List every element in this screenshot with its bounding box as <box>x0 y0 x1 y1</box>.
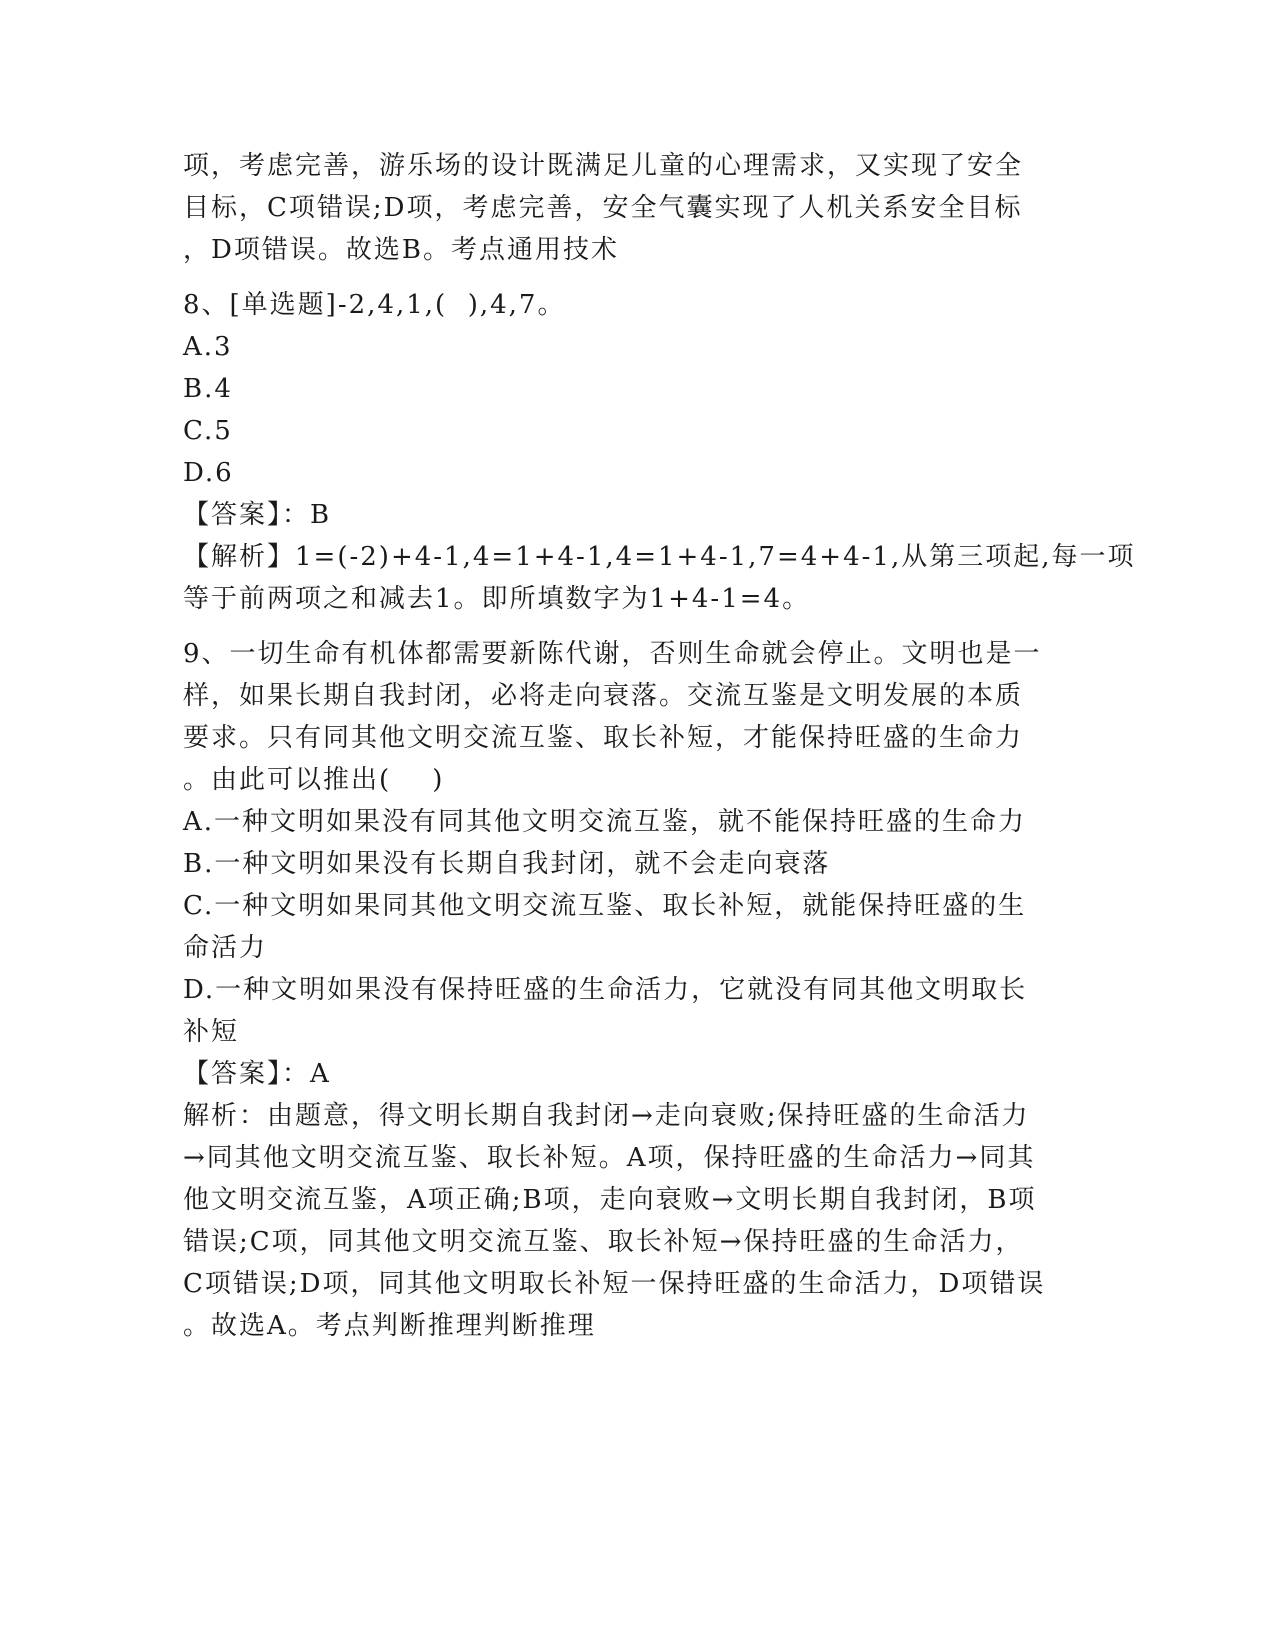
analysis-line: 【解析】1=(-2)+4-1,4=1+4-1,4=1+4-1,7=4+4-1,从第三项起,每一项 <box>183 542 1136 572</box>
option-b: B.4 <box>183 374 233 404</box>
question-stem-line: 9、一切生命有机体都需要新陈代谢，否则生命就会停止。文明也是一 <box>183 639 1042 669</box>
question-stem: 8、[单选题]-2,4,1,( ),4,7。 <box>183 290 566 320</box>
option-d: D.6 <box>183 458 234 488</box>
previous-analysis-continuation <box>183 145 1083 271</box>
text-line: ，D项错误。故选B。考点通用技术 <box>183 235 619 265</box>
option-c: C.一种文明如果同其他文明交流互鉴、取长补短，就能保持旺盛的生 <box>183 891 1027 921</box>
option-c: C.5 <box>183 416 233 446</box>
analysis-line: C项错误;D项，同其他文明取长补短一保持旺盛的生命活力，D项错误 <box>183 1269 1046 1299</box>
option-d: D.一种文明如果没有保持旺盛的生命活力，它就没有同其他文明取长 <box>183 975 1028 1005</box>
text-line: 目标，C项错误;D项，考虑完善，安全气囊实现了人机关系安全目标 <box>183 193 1023 223</box>
option-a: A.3 <box>183 332 233 362</box>
option-d-continued: 补短 <box>183 1017 240 1047</box>
text-line: 项，考虑完善，游乐场的设计既满足儿童的心理需求，又实现了安全 <box>183 151 1024 181</box>
analysis-line: 等于前两项之和减去1。即所填数字为1+4-1=4。 <box>183 584 811 614</box>
analysis-line: 。故选A。考点判断推理判断推理 <box>183 1311 596 1341</box>
option-b: B.一种文明如果没有长期自我封闭，就不会走向衰落 <box>183 849 831 879</box>
question-9 <box>183 633 1083 1347</box>
question-stem-line: 样，如果长期自我封闭，必将走向衰落。交流互鉴是文明发展的本质 <box>183 681 1024 711</box>
question-stem-line: 。由此可以推出( ) <box>183 765 445 795</box>
answer: 【答案】：A <box>183 1059 331 1089</box>
analysis-line: 错误;C项，同其他文明交流互鉴、取长补短→保持旺盛的生命活力， <box>183 1227 1024 1257</box>
option-a: A.一种文明如果没有同其他文明交流互鉴，就不能保持旺盛的生命力 <box>183 807 1027 837</box>
question-stem-line: 要求。只有同其他文明交流互鉴、取长补短，才能保持旺盛的生命力 <box>183 723 1024 753</box>
analysis-line: →同其他文明交流互鉴、取长补短。A项，保持旺盛的生命活力→同其 <box>183 1143 1036 1173</box>
answer: 【答案】：B <box>183 500 332 530</box>
analysis-line: 他文明交流互鉴，A项正确;B项，走向衰败→文明长期自我封闭，B项 <box>183 1185 1037 1215</box>
option-c-continued: 命活力 <box>183 933 268 963</box>
analysis-line: 解析：由题意，得文明长期自我封闭→走向衰败;保持旺盛的生命活力 <box>183 1101 1030 1131</box>
document-page <box>183 145 1136 1347</box>
question-8 <box>183 284 1136 620</box>
